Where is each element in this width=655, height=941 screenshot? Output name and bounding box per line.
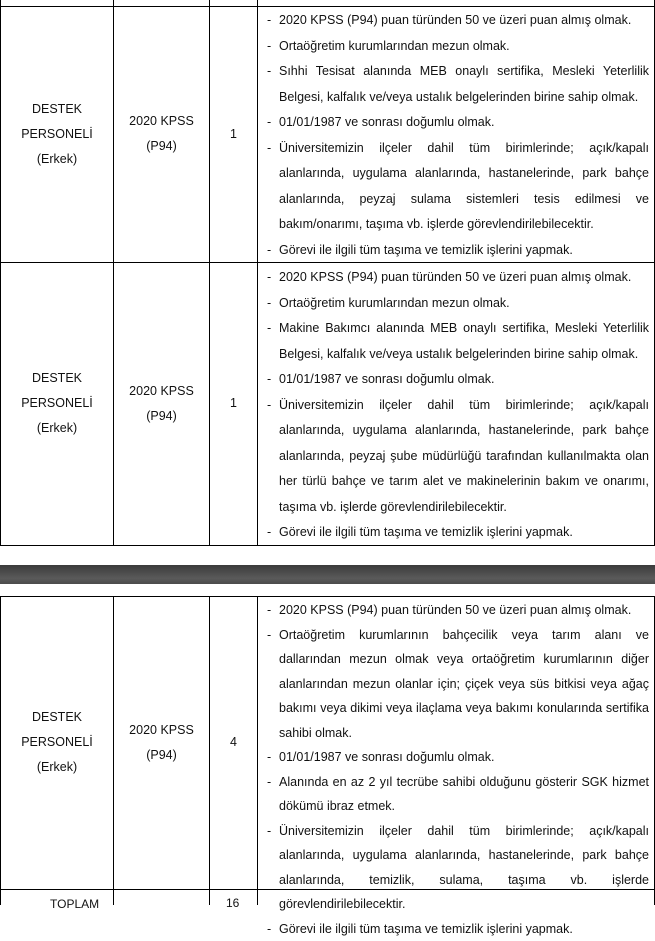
exam-text: 2020 KPSS (P94) bbox=[114, 718, 209, 768]
position-cell bbox=[1, 596, 113, 889]
requirement-text: Görevi ile ilgili tüm taşıma ve temizlik işlerini yapmak. bbox=[279, 238, 649, 264]
requirement-text: Görevi ile ilgili tüm taşıma ve temizlik işlerini yapmak. bbox=[279, 917, 649, 941]
requirements-list bbox=[261, 598, 649, 941]
requirement-text: Ortaöğretim kurumlarından mezun olmak. bbox=[279, 34, 649, 60]
page-break-bar bbox=[0, 565, 655, 584]
bullet-dash: - bbox=[261, 367, 279, 393]
position-line: PERSONELİ bbox=[21, 730, 93, 755]
requirement-text: 01/01/1987 ve sonrası doğumlu olmak. bbox=[279, 745, 649, 770]
requirement-text: 2020 KPSS (P94) puan türünden 50 ve üzeri puan almış olmak. bbox=[279, 598, 649, 623]
bullet-dash: - bbox=[261, 265, 279, 291]
position-line: PERSONELİ bbox=[21, 391, 93, 416]
requirement-item bbox=[261, 917, 649, 941]
requirement-item bbox=[261, 136, 649, 238]
bullet-dash: - bbox=[261, 8, 279, 34]
requirement-item bbox=[261, 265, 649, 291]
count-cell bbox=[210, 596, 257, 889]
requirement-item bbox=[261, 393, 649, 521]
position-line: DESTEK bbox=[32, 97, 82, 122]
requirement-text: 01/01/1987 ve sonrası doğumlu olmak. bbox=[279, 367, 649, 393]
count-text: 1 bbox=[230, 391, 237, 416]
exam-cell bbox=[114, 262, 209, 545]
requirement-item bbox=[261, 316, 649, 367]
bullet-dash: - bbox=[261, 291, 279, 317]
position-cell bbox=[1, 6, 113, 262]
bullet-dash: - bbox=[261, 136, 279, 238]
requirement-text: Makine Bakımcı alanında MEB onaylı sertifika, Mesleki Yeterlilik Belgesi, kalfalık ve/veya ustalık belgelerinden birine sahip olmak. bbox=[279, 316, 649, 367]
position-line: DESTEK bbox=[32, 705, 82, 730]
position-line: (Erkek) bbox=[37, 416, 77, 441]
requirement-item bbox=[261, 8, 649, 34]
requirement-text: Üniversitemizin ilçeler dahil tüm birimlerinde; açık/kapalı alanlarında, uygulama alanlarında, hastanelerinde, park bahçe alanlarında, peyzaj sulama sistemleri tesis edilmesi ve bakım/onarımı, taşıma vb. işlerde görevlendirilebilecektir. bbox=[279, 136, 649, 238]
requirement-text: Üniversitemizin ilçeler dahil tüm birimlerinde; açık/kapalı alanlarında, uygulama alanlarında, hastanelerinde, park bahçe alanlarında, peyzaj şube müdürlüğü tarafından kullanılmakta olan her türlü bahçe ve tarım alet ve makinelerinin bakım ve onarımı, taşıma vb. işlerde görevlendirilebilecektir. bbox=[279, 393, 649, 521]
bullet-dash: - bbox=[261, 59, 279, 110]
exam-text: 2020 KPSS (P94) bbox=[114, 109, 209, 159]
requirement-item bbox=[261, 520, 649, 546]
col-border bbox=[257, 0, 258, 546]
requirement-item bbox=[261, 819, 649, 917]
position-cell bbox=[1, 262, 113, 545]
bullet-dash: - bbox=[261, 598, 279, 623]
requirement-text: Görevi ile ilgili tüm taşıma ve temizlik işlerini yapmak. bbox=[279, 520, 649, 546]
count-cell bbox=[210, 6, 257, 262]
bullet-dash: - bbox=[261, 745, 279, 770]
requirement-text: Sıhhi Tesisat alanında MEB onaylı sertifika, Mesleki Yeterlilik Belgesi, kalfalık ve/veya ustalık belgelerinden birine sahip olmak. bbox=[279, 59, 649, 110]
bullet-dash: - bbox=[261, 393, 279, 521]
requirement-text: 01/01/1987 ve sonrası doğumlu olmak. bbox=[279, 110, 649, 136]
requirement-text: 2020 KPSS (P94) puan türünden 50 ve üzeri puan almış olmak. bbox=[279, 8, 649, 34]
count-text: 4 bbox=[230, 730, 237, 755]
requirements-list bbox=[261, 8, 649, 263]
requirement-text: 2020 KPSS (P94) puan türünden 50 ve üzeri puan almış olmak. bbox=[279, 265, 649, 291]
position-line: DESTEK bbox=[32, 366, 82, 391]
requirement-item bbox=[261, 745, 649, 770]
total-value: 16 bbox=[226, 896, 239, 910]
exam-cell bbox=[114, 596, 209, 889]
bullet-dash: - bbox=[261, 316, 279, 367]
bullet-dash: - bbox=[261, 917, 279, 941]
requirement-item bbox=[261, 367, 649, 393]
requirement-item bbox=[261, 110, 649, 136]
requirement-item bbox=[261, 623, 649, 746]
exam-cell bbox=[114, 6, 209, 262]
total-label: TOPLAM bbox=[50, 897, 99, 911]
requirement-item bbox=[261, 770, 649, 819]
bullet-dash: - bbox=[261, 770, 279, 819]
requirement-item bbox=[261, 291, 649, 317]
bullet-dash: - bbox=[261, 520, 279, 546]
bullet-dash: - bbox=[261, 110, 279, 136]
bullet-dash: - bbox=[261, 34, 279, 60]
requirement-text: Alanında en az 2 yıl tecrübe sahibi olduğunu gösterir SGK hizmet dökümü ibraz etmek. bbox=[279, 770, 649, 819]
bullet-dash: - bbox=[261, 819, 279, 917]
requirement-item bbox=[261, 34, 649, 60]
requirement-text: Ortaöğretim kurumlarının bahçecilik veya tarım alanı ve dallarından mezun olmak veya ortaöğretim kurumlarının diğer alanlarından mezun olanlar için; çiçek veya süs bitkisi veya ağaç bakımı veya dikimi veya ilaçlama veya bakımı konularında sertifika sahibi olmak. bbox=[279, 623, 649, 746]
count-cell bbox=[210, 262, 257, 545]
bullet-dash: - bbox=[261, 623, 279, 746]
position-line: (Erkek) bbox=[37, 755, 77, 780]
requirement-text: Üniversitemizin ilçeler dahil tüm birimlerinde; açık/kapalı alanlarında, uygulama alanlarında, hastanelerinde, park bahçe alanlarında, temizlik, sulama, taşıma vb. işlerde görevlendirilebilecektir. bbox=[279, 819, 649, 917]
requirements-list bbox=[261, 265, 649, 546]
requirement-item bbox=[261, 59, 649, 110]
position-line: (Erkek) bbox=[37, 147, 77, 172]
bullet-dash: - bbox=[261, 238, 279, 264]
requirement-item bbox=[261, 238, 649, 264]
count-text: 1 bbox=[230, 122, 237, 147]
requirement-item bbox=[261, 598, 649, 623]
requirement-text: Ortaöğretim kurumlarından mezun olmak. bbox=[279, 291, 649, 317]
exam-text: 2020 KPSS (P94) bbox=[114, 379, 209, 429]
position-line: PERSONELİ bbox=[21, 122, 93, 147]
col-border bbox=[257, 596, 258, 905]
